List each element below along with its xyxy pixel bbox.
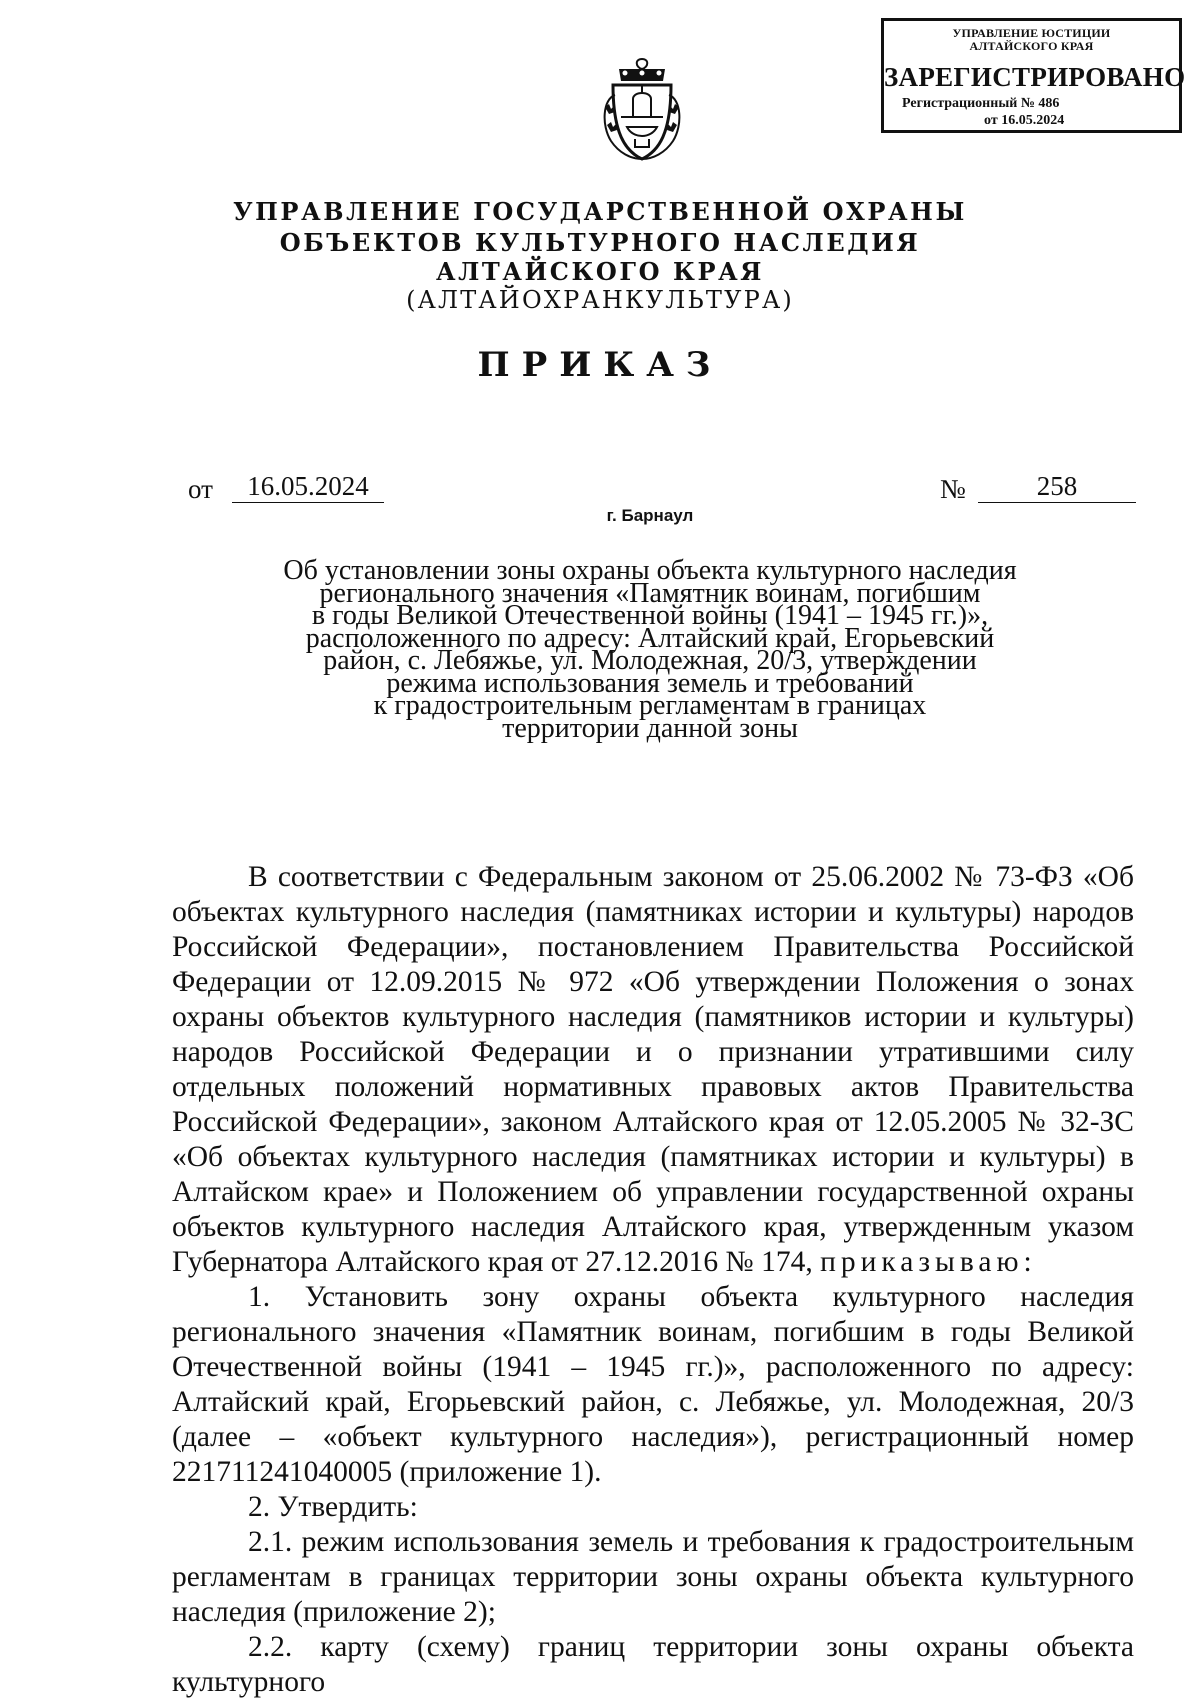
- city-name: г. Барнаул: [606, 506, 694, 525]
- item-2: 2. Утвердить:: [248, 1491, 418, 1523]
- subject-line: регионального значения «Памятник воинам, погибшим: [319, 577, 981, 609]
- preamble-paragraph: [172, 860, 1134, 1280]
- item-2-2: 2.2. карту (схему) границ территории зоны охраны объекта культурного: [172, 1631, 1134, 1698]
- document-subject: [200, 555, 1100, 744]
- document-number: 258: [978, 470, 1136, 503]
- number-label: №: [940, 474, 966, 504]
- item-2-1: 2.1. режим использования земель и требования к градостроительным регламентам в границах территории зоны охраны объекта культурного наследия (приложение 2);: [172, 1526, 1134, 1628]
- coat-of-arms-icon: [597, 55, 687, 163]
- org-name-line2: ОБЪЕКТОВ КУЛЬТУРНОГО НАСЛЕДИЯ: [279, 228, 921, 257]
- subject-line: район, с. Лебяжье, ул. Молодежная, 20/3, утверждении: [323, 645, 977, 676]
- document-title: ПРИКАЗ: [477, 345, 723, 385]
- subject-line: режима использования земель и требований: [386, 667, 914, 699]
- subject-line: в годы Великой Отечественной войны (1941 – 1945 гг.)»,: [311, 600, 989, 631]
- document-date: 16.05.2024: [232, 470, 384, 503]
- preamble-text: В соответствии с Федеральным законом от 25.06.2002 № 73-ФЗ «Об объектах культурного наследия (памятниках истории и культуры) народов Российской Федерации», постановлением Правительства Российской Федерации от 12.09.2015 № 972 «Об утверждении Положения о зонах охраны объектов культурного наследия (памятников истории и культуры) народов Российской Федерации и о признании утратившими силу отдельных положений нормативных правовых актов Правительства Российской Федерации», законом Алтайского края от 12.05.2005 № 32-ЗС «Об объектах культурного наследия (памятниках истории и культуры) в Алтайском крае» и Положением об управлении государственной охраны объектов культурного наследия Алтайского края, утвержденным указом Губернатора Алтайского края от 27.12.2016 № 174,: [172, 861, 1134, 1278]
- registration-stamp: [881, 18, 1186, 133]
- order-word: приказываю:: [820, 1246, 1037, 1278]
- stamp-status: ЗАРЕГИСТРИРОВАНО: [884, 62, 1186, 92]
- item-1: 1. Установить зону охраны объекта культурного наследия регионального значения «Памятник воинам, погибшим в годы Великой Отечественной войны (1941 – 1945 гг.)», расположенного по адресу: Алтайский край, Егорьевский район, с. Лебяжье, ул. Молодежная, 20/3 (далее – «объект культурного наследия»), регистрационный номер 221711241040005 (приложение 1).: [172, 1281, 1134, 1488]
- org-name-line3: АЛТАЙСКОГО КРАЯ: [435, 257, 765, 286]
- org-short-name: (АЛТАЙОХРАНКУЛЬТУРА): [406, 286, 794, 314]
- document-body: [172, 860, 1134, 1700]
- subject-line: территории данной зоны: [502, 712, 798, 744]
- stamp-reg-number: Регистрационный № 486: [902, 96, 1060, 111]
- subject-line: к градостроительным регламентам в границах: [373, 690, 927, 721]
- org-name-line1: УПРАВЛЕНИЕ ГОСУДАРСТВЕННОЙ ОХРАНЫ: [233, 197, 967, 226]
- date-label: от: [188, 474, 213, 504]
- stamp-reg-date: от 16.05.2024: [984, 113, 1065, 128]
- subject-line: расположенного по адресу: Алтайский край, Егорьевский: [305, 622, 995, 654]
- subject-line: Об установлении зоны охраны объекта культурного наследия: [283, 555, 1017, 586]
- stamp-organization: [884, 27, 1179, 53]
- stamp-org-line2: АЛТАЙСКОГО КРАЯ: [969, 39, 1094, 53]
- stamp-org-line1: УПРАВЛЕНИЕ ЮСТИЦИИ: [952, 26, 1111, 40]
